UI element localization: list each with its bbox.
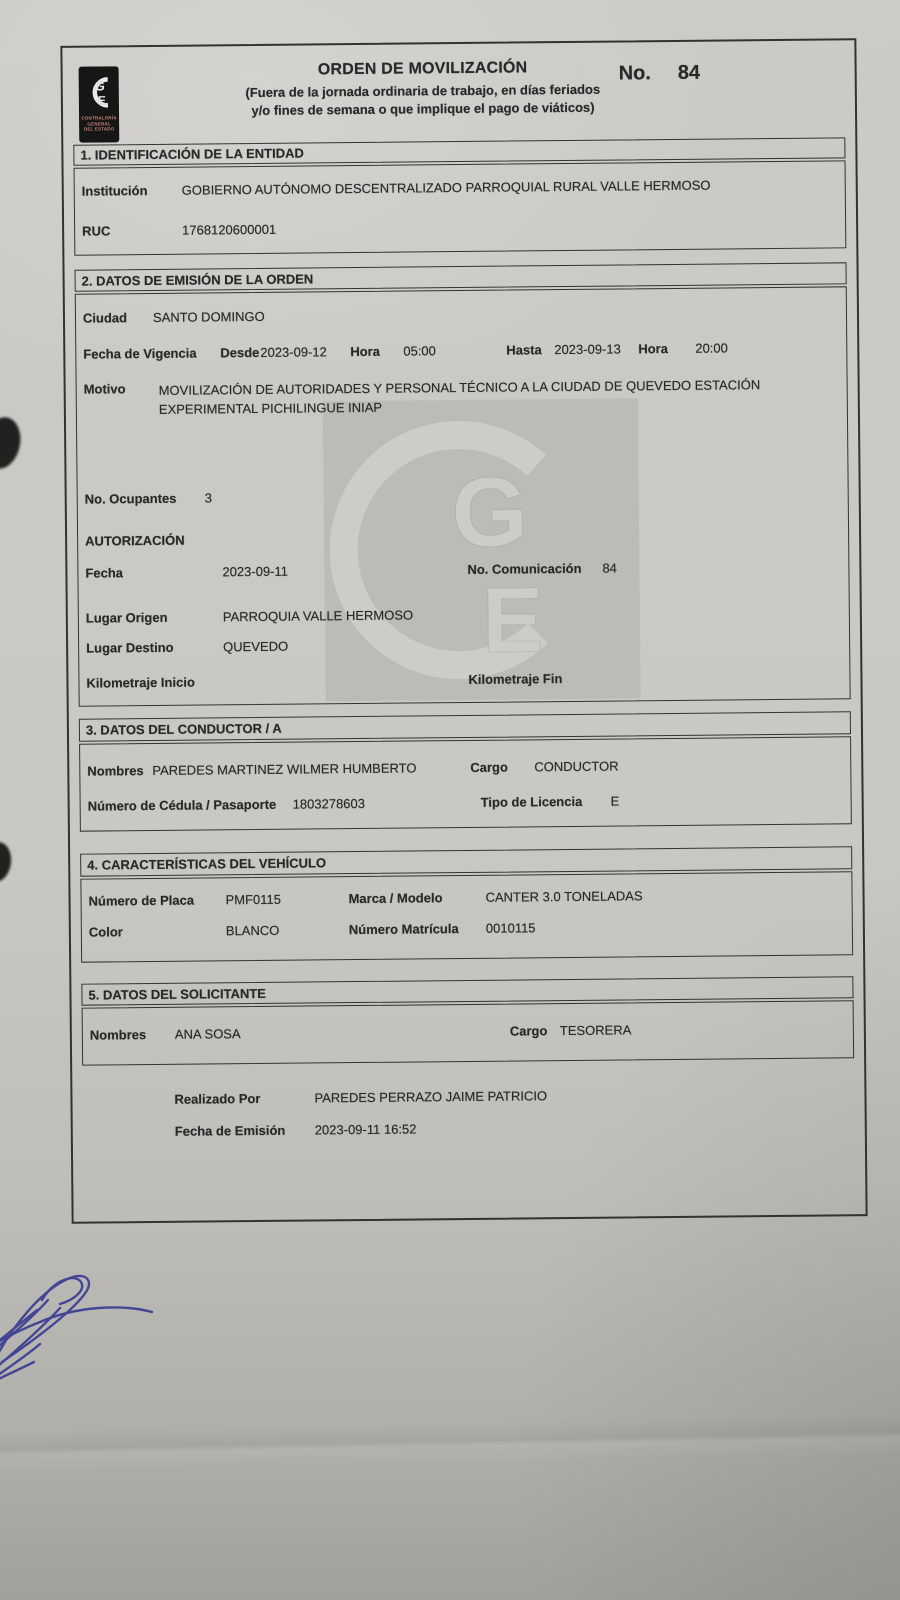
ciudad-label: Ciudad (82, 310, 128, 326)
realizado-por-value: PAREDES PERRAZO JAIME PATRICIO (314, 1088, 548, 1106)
logo-letter-g: G (94, 78, 105, 94)
cedula-value: 1803278603 (292, 795, 366, 812)
destino-value: QUEVEDO (223, 638, 289, 655)
form-title-block (173, 58, 674, 121)
km-inicio-label: Kilometraje Inicio (86, 674, 195, 691)
ocupantes-value: 3 (204, 490, 213, 506)
section1-body (74, 160, 847, 255)
motivo-value: MOVILIZACIÓN DE AUTORIDADES Y PERSONAL TÉCNICO A LA CIUDAD DE QUEVEDO ESTACIÓN EXPERIMENTAL PICHILINGUE INIAP (158, 377, 761, 417)
section2-body (75, 286, 851, 706)
marca-value: CANTER 3.0 TONELADAS (485, 888, 643, 905)
binder-hole (0, 840, 14, 884)
licencia-value: E (610, 793, 620, 809)
conductor-nombres-label: Nombres (87, 763, 144, 779)
order-number-label: No. (618, 62, 651, 85)
institucion-label: Institución (81, 183, 148, 199)
solicitante-nombres-value: ANA SOSA (174, 1026, 241, 1042)
ciudad-value: SANTO DOMINGO (152, 308, 265, 325)
autorizacion-label: AUTORIZACIÓN (85, 532, 185, 549)
ruc-value: 1768120600001 (182, 221, 277, 238)
hasta-value: 2023-09-13 (554, 341, 621, 358)
signature-scribble (0, 1260, 167, 1390)
licencia-label: Tipo de Licencia (480, 793, 583, 810)
placa-label: Número de Placa (88, 892, 195, 909)
desde-value: 2023-09-12 (260, 344, 327, 360)
destino-label: Lugar Destino (86, 639, 174, 656)
desde-label: Desde (220, 344, 260, 361)
solicitante-nombres-label: Nombres (89, 1027, 147, 1043)
cedula-label: Número de Cédula / Pasaporte (87, 796, 277, 814)
fecha-value: 2023-09-11 (222, 563, 289, 580)
order-number-value: 84 (677, 61, 701, 84)
hora-hasta-label: Hora (638, 341, 668, 357)
color-label: Color (88, 924, 123, 940)
section5-body (82, 1000, 855, 1065)
comunicacion-label: No. Comunicación (467, 560, 582, 577)
section5-header: 5. DATOS DEL SOLICITANTE (81, 976, 853, 1005)
hora-desde-label: Hora (350, 343, 381, 360)
page-subtitle: (Fuera de la jornada ordinaria de trabajo, en días feriados y/o fines de semana o que implique el pago de viáticos) (245, 81, 601, 119)
ruc-label: RUC (82, 223, 111, 239)
hora-hasta-value: 20:00 (695, 340, 728, 356)
section4-header: 4. CARACTERÍSTICAS DEL VEHÍCULO (80, 846, 852, 876)
fecha-emision-label: Fecha de Emisión (174, 1122, 286, 1139)
hasta-label: Hasta (506, 342, 542, 358)
solicitante-cargo-label: Cargo (509, 1023, 548, 1039)
realizado-por-label: Realizado Por (174, 1090, 261, 1107)
mobilization-order-form (60, 38, 867, 1224)
page-title: ORDEN DE MOVILIZACIÓN (317, 59, 528, 79)
conductor-cargo-label: Cargo (470, 759, 508, 775)
fecha-emision-value: 2023-09-11 16:52 (314, 1121, 417, 1138)
binder-hole (0, 414, 25, 472)
origen-value: PARROQUIA VALLE HERMOSO (222, 607, 414, 625)
hora-desde-value: 05:00 (403, 343, 436, 359)
section1-header: 1. IDENTIFICACIÓN DE LA ENTIDAD (73, 137, 845, 165)
section3-header: 3. DATOS DEL CONDUCTOR / A (79, 711, 851, 741)
watermark-letter-e: E (481, 569, 545, 672)
logo-letter-e: E (97, 93, 106, 108)
vigencia-label: Fecha de Vigencia (83, 345, 197, 362)
order-number (619, 62, 701, 86)
km-fin-label: Kilometraje Fin (468, 671, 563, 687)
conductor-nombres-value: PAREDES MARTINEZ WILMER HUMBERTO (152, 760, 417, 778)
logo-caption: CONTRALORÍA GENERAL DEL ESTADO (81, 115, 117, 132)
institucion-value: GOBIERNO AUTÓNOMO DESCENTRALIZADO PARROQUIAL RURAL VALLE HERMOSO (181, 177, 711, 198)
matricula-value: 0010115 (485, 920, 536, 936)
motivo-label: Motivo (83, 381, 126, 397)
fecha-label: Fecha (85, 565, 124, 581)
paper-fold-shadow (0, 1413, 900, 1473)
section2-header: 2. DATOS DE EMISIÓN DE LA ORDEN (75, 262, 847, 291)
color-value: BLANCO (225, 922, 280, 939)
conductor-cargo-value: CONDUCTOR (534, 758, 619, 775)
section3-body (79, 736, 852, 831)
cge-logo (79, 66, 120, 142)
solicitante-cargo-value: TESORERA (559, 1022, 632, 1039)
watermark-letter-g: G (451, 456, 529, 568)
marca-label: Marca / Modelo (348, 890, 443, 907)
placa-value: PMF0115 (225, 891, 282, 908)
ocupantes-label: No. Ocupantes (84, 490, 177, 507)
origen-label: Lugar Origen (85, 609, 168, 626)
comunicacion-value: 84 (602, 560, 617, 576)
section4-body (80, 871, 853, 962)
matricula-label: Número Matrícula (348, 921, 459, 938)
